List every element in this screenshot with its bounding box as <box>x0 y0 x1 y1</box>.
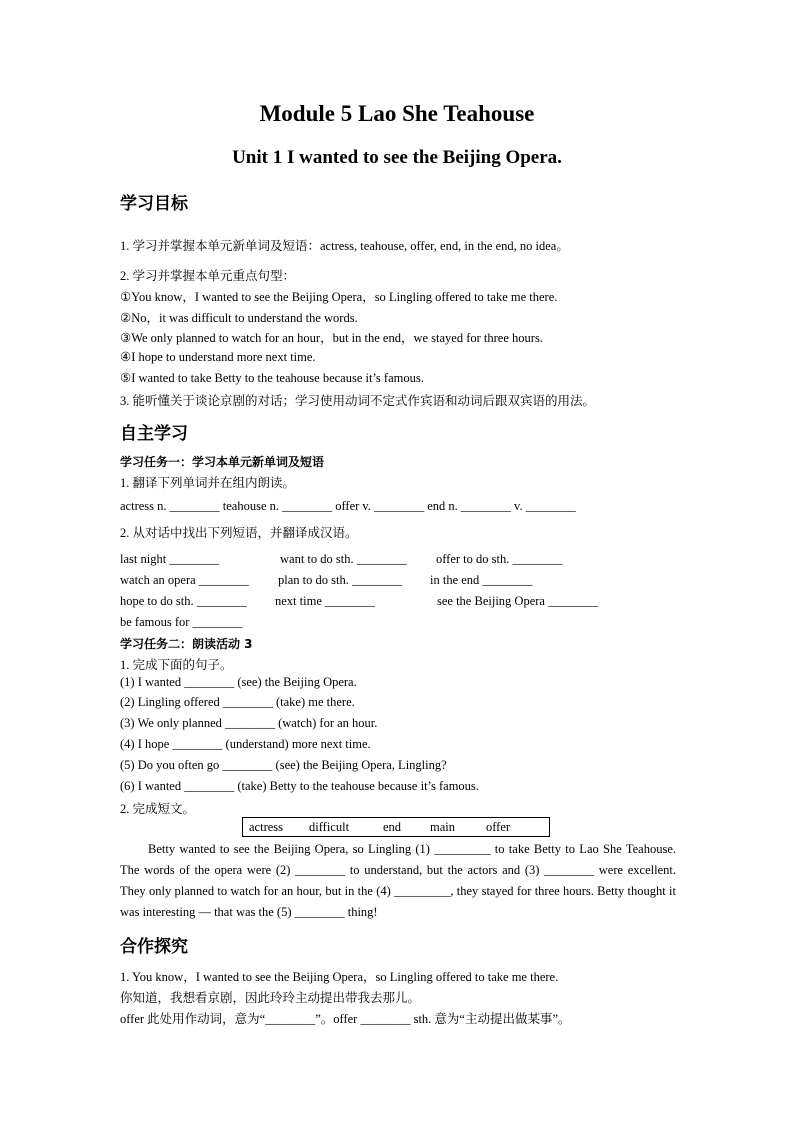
word-bank-item: main <box>430 820 455 834</box>
task-1-title: 学习任务一：学习本单元新单词及短语 <box>120 455 325 469</box>
word-translation-row: actress n. ________ teahouse n. ________ offer v. ________ end n. ________ v. ________ <box>120 499 576 513</box>
fill-sentence: (5) Do you often go ________ (see) the Beijing Opera, Lingling? <box>120 758 447 772</box>
task-1-question-2: 2. 从对话中找出下列短语，并翻译成汉语。 <box>120 526 358 540</box>
fill-sentence: (1) I wanted ________ (see) the Beijing Opera. <box>120 675 357 689</box>
cloze-passage: Betty wanted to see the Beijing Opera, so Lingling (1) _________ to take Betty to Lao She Teahouse. The words of the opera were (2) ________ to understand, but the actors and (3) ________ were excellent. They only planned to watch for an hour, but in the (4) _________, they stayed for three hours. Betty thought it was interesting — that was the (5) ________ thing! <box>120 842 676 919</box>
phrase-item: in the end ________ <box>430 573 533 587</box>
section-heading-cooperate: 合作探究 <box>120 937 188 957</box>
fill-sentence: (3) We only planned ________ (watch) for an hour. <box>120 716 378 730</box>
section-heading-self-study: 自主学习 <box>120 424 188 444</box>
phrase-item: last night ________ <box>120 552 220 566</box>
phrase-item: watch an opera ________ <box>120 573 249 587</box>
word-bank-item: end <box>383 820 402 834</box>
section-heading-goals: 学习目标 <box>120 194 188 214</box>
fill-sentence: (6) I wanted ________ (take) Betty to the teahouse because it’s famous. <box>120 779 479 793</box>
unit-title: Unit 1 I wanted to see the Beijing Opera. <box>232 147 562 168</box>
phrase-item: see the Beijing Opera ________ <box>437 594 599 608</box>
task-2-title: 学习任务二：朗读活动 3 <box>120 637 253 651</box>
word-bank-item: offer <box>486 820 511 834</box>
phrase-item: plan to do sth. ________ <box>278 573 402 587</box>
goal-2: 2. 学习并掌握本单元重点句型： <box>120 269 296 283</box>
phrase-item: next time ________ <box>275 594 375 608</box>
cooperate-note: offer 此处用作动词，意为“________”。offer ________ sth. 意为“主动提出做某事”。 <box>120 1012 571 1026</box>
key-sentence-5: ⑤I wanted to take Betty to the teahouse because it’s famous. <box>120 371 424 385</box>
module-title: Module 5 Lao She Teahouse <box>259 101 535 126</box>
goal-3: 3. 能听懂关于谈论京剧的对话；学习使用动词不定式作宾语和动词后跟双宾语的用法。 <box>120 394 596 408</box>
key-sentence-1: ①You know，I wanted to see the Beijing Opera，so Lingling offered to take me there. <box>120 290 558 304</box>
word-bank-item: actress <box>249 820 284 834</box>
fill-sentence: (4) I hope ________ (understand) more next time. <box>120 737 371 751</box>
key-sentence-3: ③We only planned to watch for an hour，but in the end，we stayed for three hours. <box>120 331 543 345</box>
phrase-item: offer to do sth. ________ <box>436 552 563 566</box>
task-2-question-2: 2. 完成短文。 <box>120 802 196 816</box>
fill-sentence: (2) Lingling offered ________ (take) me there. <box>120 695 355 709</box>
word-bank-item: difficult <box>309 820 350 834</box>
word-bank-box <box>242 817 550 837</box>
phrase-item: want to do sth. ________ <box>280 552 407 566</box>
cooperate-sentence: 1. You know，I wanted to see the Beijing Opera，so Lingling offered to take me there. <box>120 970 559 984</box>
task-2-question-1: 1. 完成下面的句子。 <box>120 658 233 672</box>
phrase-item: be famous for ________ <box>120 615 243 629</box>
key-sentence-2: ②No，it was difficult to understand the words. <box>120 311 358 325</box>
key-sentence-4: ④I hope to understand more next time. <box>120 350 316 364</box>
task-1-question-1: 1. 翻译下列单词并在组内朗读。 <box>120 476 296 490</box>
cooperate-translation: 你知道，我想看京剧，因此玲玲主动提出带我去那儿。 <box>120 991 421 1005</box>
phrase-item: hope to do sth. ________ <box>120 594 247 608</box>
goal-1: 1. 学习并掌握本单元新单词及短语：actress, teahouse, offer, end, in the end, no idea。 <box>120 239 569 253</box>
